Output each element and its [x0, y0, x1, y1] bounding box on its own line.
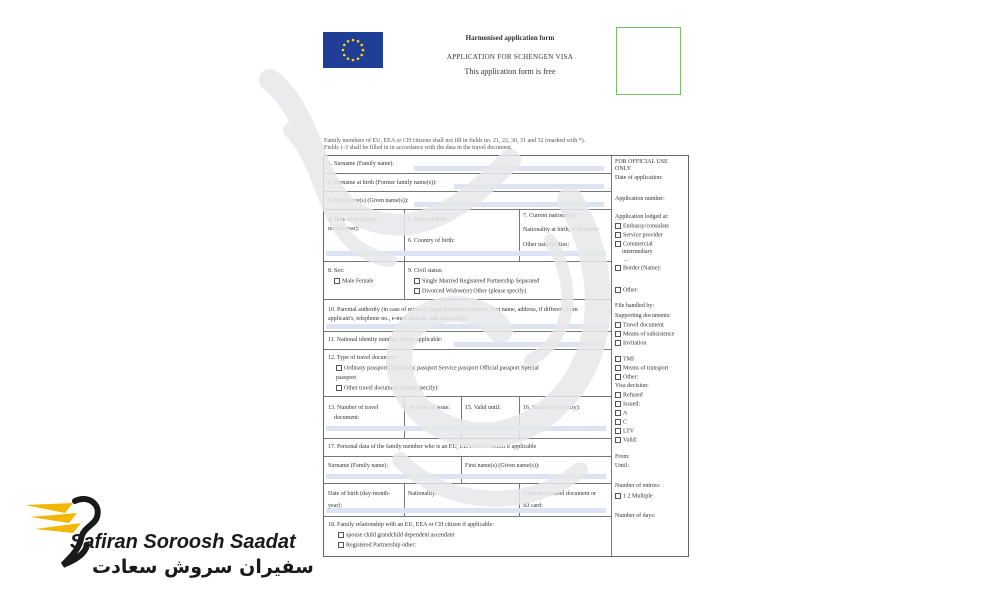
- valid-option[interactable]: Valid:: [615, 437, 637, 443]
- checkbox-icon[interactable]: [615, 493, 621, 499]
- eu-travel-doc-number-field[interactable]: Number of travel document or: [523, 491, 596, 497]
- checkbox-icon[interactable]: [615, 287, 621, 293]
- free-note: This application form is free: [464, 67, 556, 76]
- eu-date-of-birth-label-2: year):: [328, 503, 342, 509]
- checkbox-icon[interactable]: [615, 365, 621, 371]
- checkbox-icon[interactable]: [615, 410, 621, 416]
- checkbox-icon[interactable]: [615, 374, 621, 380]
- issued-option[interactable]: Issued:: [615, 401, 640, 407]
- checkbox-icon[interactable]: [615, 331, 621, 337]
- photo-box: [616, 27, 681, 95]
- checkbox-icon[interactable]: [615, 392, 621, 398]
- service-provider-option[interactable]: Service provider: [615, 232, 663, 238]
- travel-doc-number-field[interactable]: 13. Number of travel: [328, 405, 379, 411]
- sex-label: 8. Sex:: [328, 268, 345, 274]
- supporting-docs-label: Supporting documents:: [615, 313, 671, 319]
- checkbox-icon[interactable]: [414, 288, 420, 294]
- checkbox-icon[interactable]: [414, 278, 420, 284]
- civil-status-options-1[interactable]: Single Married Registered Partnership Separated: [414, 278, 539, 284]
- checkbox-icon[interactable]: [615, 340, 621, 346]
- eu-id-card-label: ID card:: [523, 503, 543, 509]
- note-line-1: Family members of EU, EEA or CH citizens shall not fill in fields no. 21, 22, 30, 31 and 32 (marked with *).: [324, 138, 586, 144]
- checkbox-icon[interactable]: [334, 278, 340, 284]
- travel-doc-options-1[interactable]: Ordinary passport Diplomatic passport Service passport Official passport Special: [336, 365, 539, 371]
- checkbox-icon[interactable]: [336, 385, 342, 391]
- visa-decision-label: Visa decision:: [615, 383, 649, 389]
- means-option[interactable]: Means of subsistence: [615, 331, 674, 337]
- date-of-birth-label-2: month-year):: [328, 226, 360, 232]
- entries-label: Number of entries:: [615, 483, 661, 489]
- eu-flag-icon: [323, 32, 383, 68]
- valid-until-field[interactable]: 15. Valid until:: [465, 405, 501, 411]
- eu-nationality-field[interactable]: Nationality:: [408, 491, 437, 497]
- checkbox-icon[interactable]: [615, 401, 621, 407]
- other-nationalities-field[interactable]: Other nationalities:: [523, 242, 570, 248]
- civil-status-options-2[interactable]: Divorced Widow(er) Other (please specify): [414, 288, 526, 294]
- tmi-option[interactable]: TMI: [615, 356, 634, 362]
- checkbox-icon[interactable]: [615, 322, 621, 328]
- intermediary-label: intermediary: [622, 249, 653, 255]
- eu-surname-field[interactable]: Surname (Family name):: [328, 463, 388, 469]
- parental-authority-field[interactable]: 10. Parental authority (in case of minors) /legal guardian (surname, first name, address, if different from: [328, 307, 578, 313]
- checkbox-icon[interactable]: [615, 356, 621, 362]
- surname-at-birth-field[interactable]: 2. Surname at birth (Former family name(s)):: [328, 180, 437, 186]
- border-option[interactable]: Border (Name):: [615, 265, 661, 271]
- eu-date-of-birth-field[interactable]: Date of birth (day-month-: [328, 491, 391, 497]
- checkbox-icon[interactable]: [615, 419, 621, 425]
- date-of-application-label: Date of application:: [615, 175, 663, 181]
- travel-doc-number-label-2: document:: [334, 415, 360, 421]
- family-relationship-options-1[interactable]: spouse child grandchild dependent ascendant: [338, 532, 454, 538]
- checkbox-icon[interactable]: [338, 532, 344, 538]
- commercial-option[interactable]: Commercial: [615, 241, 653, 247]
- from-label: From:: [615, 454, 630, 460]
- embassy-option[interactable]: Embassy/consulate: [615, 223, 669, 229]
- brand-name-persian: سفیران سروش سعادت: [92, 556, 314, 578]
- lodged-at-label: Application lodged at:: [615, 214, 669, 220]
- travel-doc-options-2: passport: [336, 375, 356, 381]
- travel-document-option[interactable]: Travel document: [615, 322, 664, 328]
- travel-doc-type-label: 12. Type of travel document:: [328, 355, 398, 361]
- surname-field[interactable]: 1. Surname (Family name):: [328, 161, 394, 167]
- checkbox-icon[interactable]: [615, 265, 621, 271]
- eu-family-member-label: 17. Personal data of the family member who is an EU, EEA or CH citizen if applicable: [328, 444, 537, 450]
- application-number-label: Application number:: [615, 196, 665, 202]
- nationality-at-birth-field[interactable]: Nationality at birth, if different:: [523, 227, 600, 233]
- official-use-title: FOR OFFICIAL USE: [615, 159, 668, 165]
- brand-name-english: Safiran Soroosh Saadat: [70, 531, 296, 553]
- date-of-birth-label: 4. Date of birth (day-: [328, 217, 379, 223]
- official-use-title-2: ONLY: [615, 166, 632, 172]
- sex-options[interactable]: Male Female: [334, 278, 374, 284]
- checkbox-icon[interactable]: [336, 365, 342, 371]
- issued-by-field[interactable]: 16. Issued by (country):: [523, 405, 581, 411]
- family-relationship-label: 18. Family relationship with an EU, EEA or CH citizen if applicable:: [328, 522, 494, 528]
- visa-a-option[interactable]: A: [615, 410, 627, 416]
- file-handled-label: File handled by:: [615, 303, 654, 309]
- entries-options[interactable]: 1 2 Multiple: [615, 493, 653, 499]
- refused-option[interactable]: Refused: [615, 392, 643, 398]
- visa-ltv-option[interactable]: LTV: [615, 428, 634, 434]
- checkbox-icon[interactable]: [615, 232, 621, 238]
- national-id-field[interactable]: 11. National identity number, where applicable:: [328, 337, 443, 343]
- days-label: Number of days:: [615, 513, 656, 519]
- parental-authority-field-2: applicant's, telephone no., e-mail address, and nationality):: [328, 316, 470, 322]
- transport-option[interactable]: Means of transport: [615, 365, 668, 371]
- country-of-birth-field[interactable]: 6. Country of birth:: [408, 238, 455, 244]
- checkbox-icon[interactable]: [338, 542, 344, 548]
- other-docs-option[interactable]: Other:: [615, 374, 638, 380]
- checkbox-icon[interactable]: [615, 241, 621, 247]
- civil-status-label: 9. Civil status:: [408, 268, 443, 274]
- other-lodged-option[interactable]: Other:: [615, 287, 638, 293]
- checkbox-icon[interactable]: [615, 437, 621, 443]
- visa-c-option[interactable]: C: [615, 419, 627, 425]
- place-of-birth-field[interactable]: 5. Place of birth:: [408, 217, 448, 223]
- checkbox-icon[interactable]: [615, 223, 621, 229]
- ellipsis-label: ...: [624, 257, 629, 263]
- checkbox-icon[interactable]: [615, 428, 621, 434]
- date-of-issue-field[interactable]: 14. Date of issue:: [408, 405, 450, 411]
- first-name-field[interactable]: 3. First name(s) (Given name(s)):: [328, 198, 409, 204]
- invitation-option[interactable]: Invitation: [615, 340, 646, 346]
- note-line-2: Fields 1-3 shall be filled in in accordance with the data in the travel document.: [324, 145, 513, 151]
- form-title: APPLICATION FOR SCHENGEN VISA: [446, 53, 574, 61]
- until-label: Until:: [615, 463, 630, 469]
- family-relationship-options-2[interactable]: Registered Partnership other:: [338, 542, 416, 548]
- application-form: [323, 155, 689, 557]
- eu-first-name-field[interactable]: First name(s) (Given name(s)):: [465, 463, 540, 469]
- other-travel-doc-field[interactable]: Other travel document (please specify):: [336, 385, 439, 391]
- current-nationality-field[interactable]: 7. Current nationality:: [523, 213, 577, 219]
- form-subtitle: Harmonised application form: [465, 34, 555, 42]
